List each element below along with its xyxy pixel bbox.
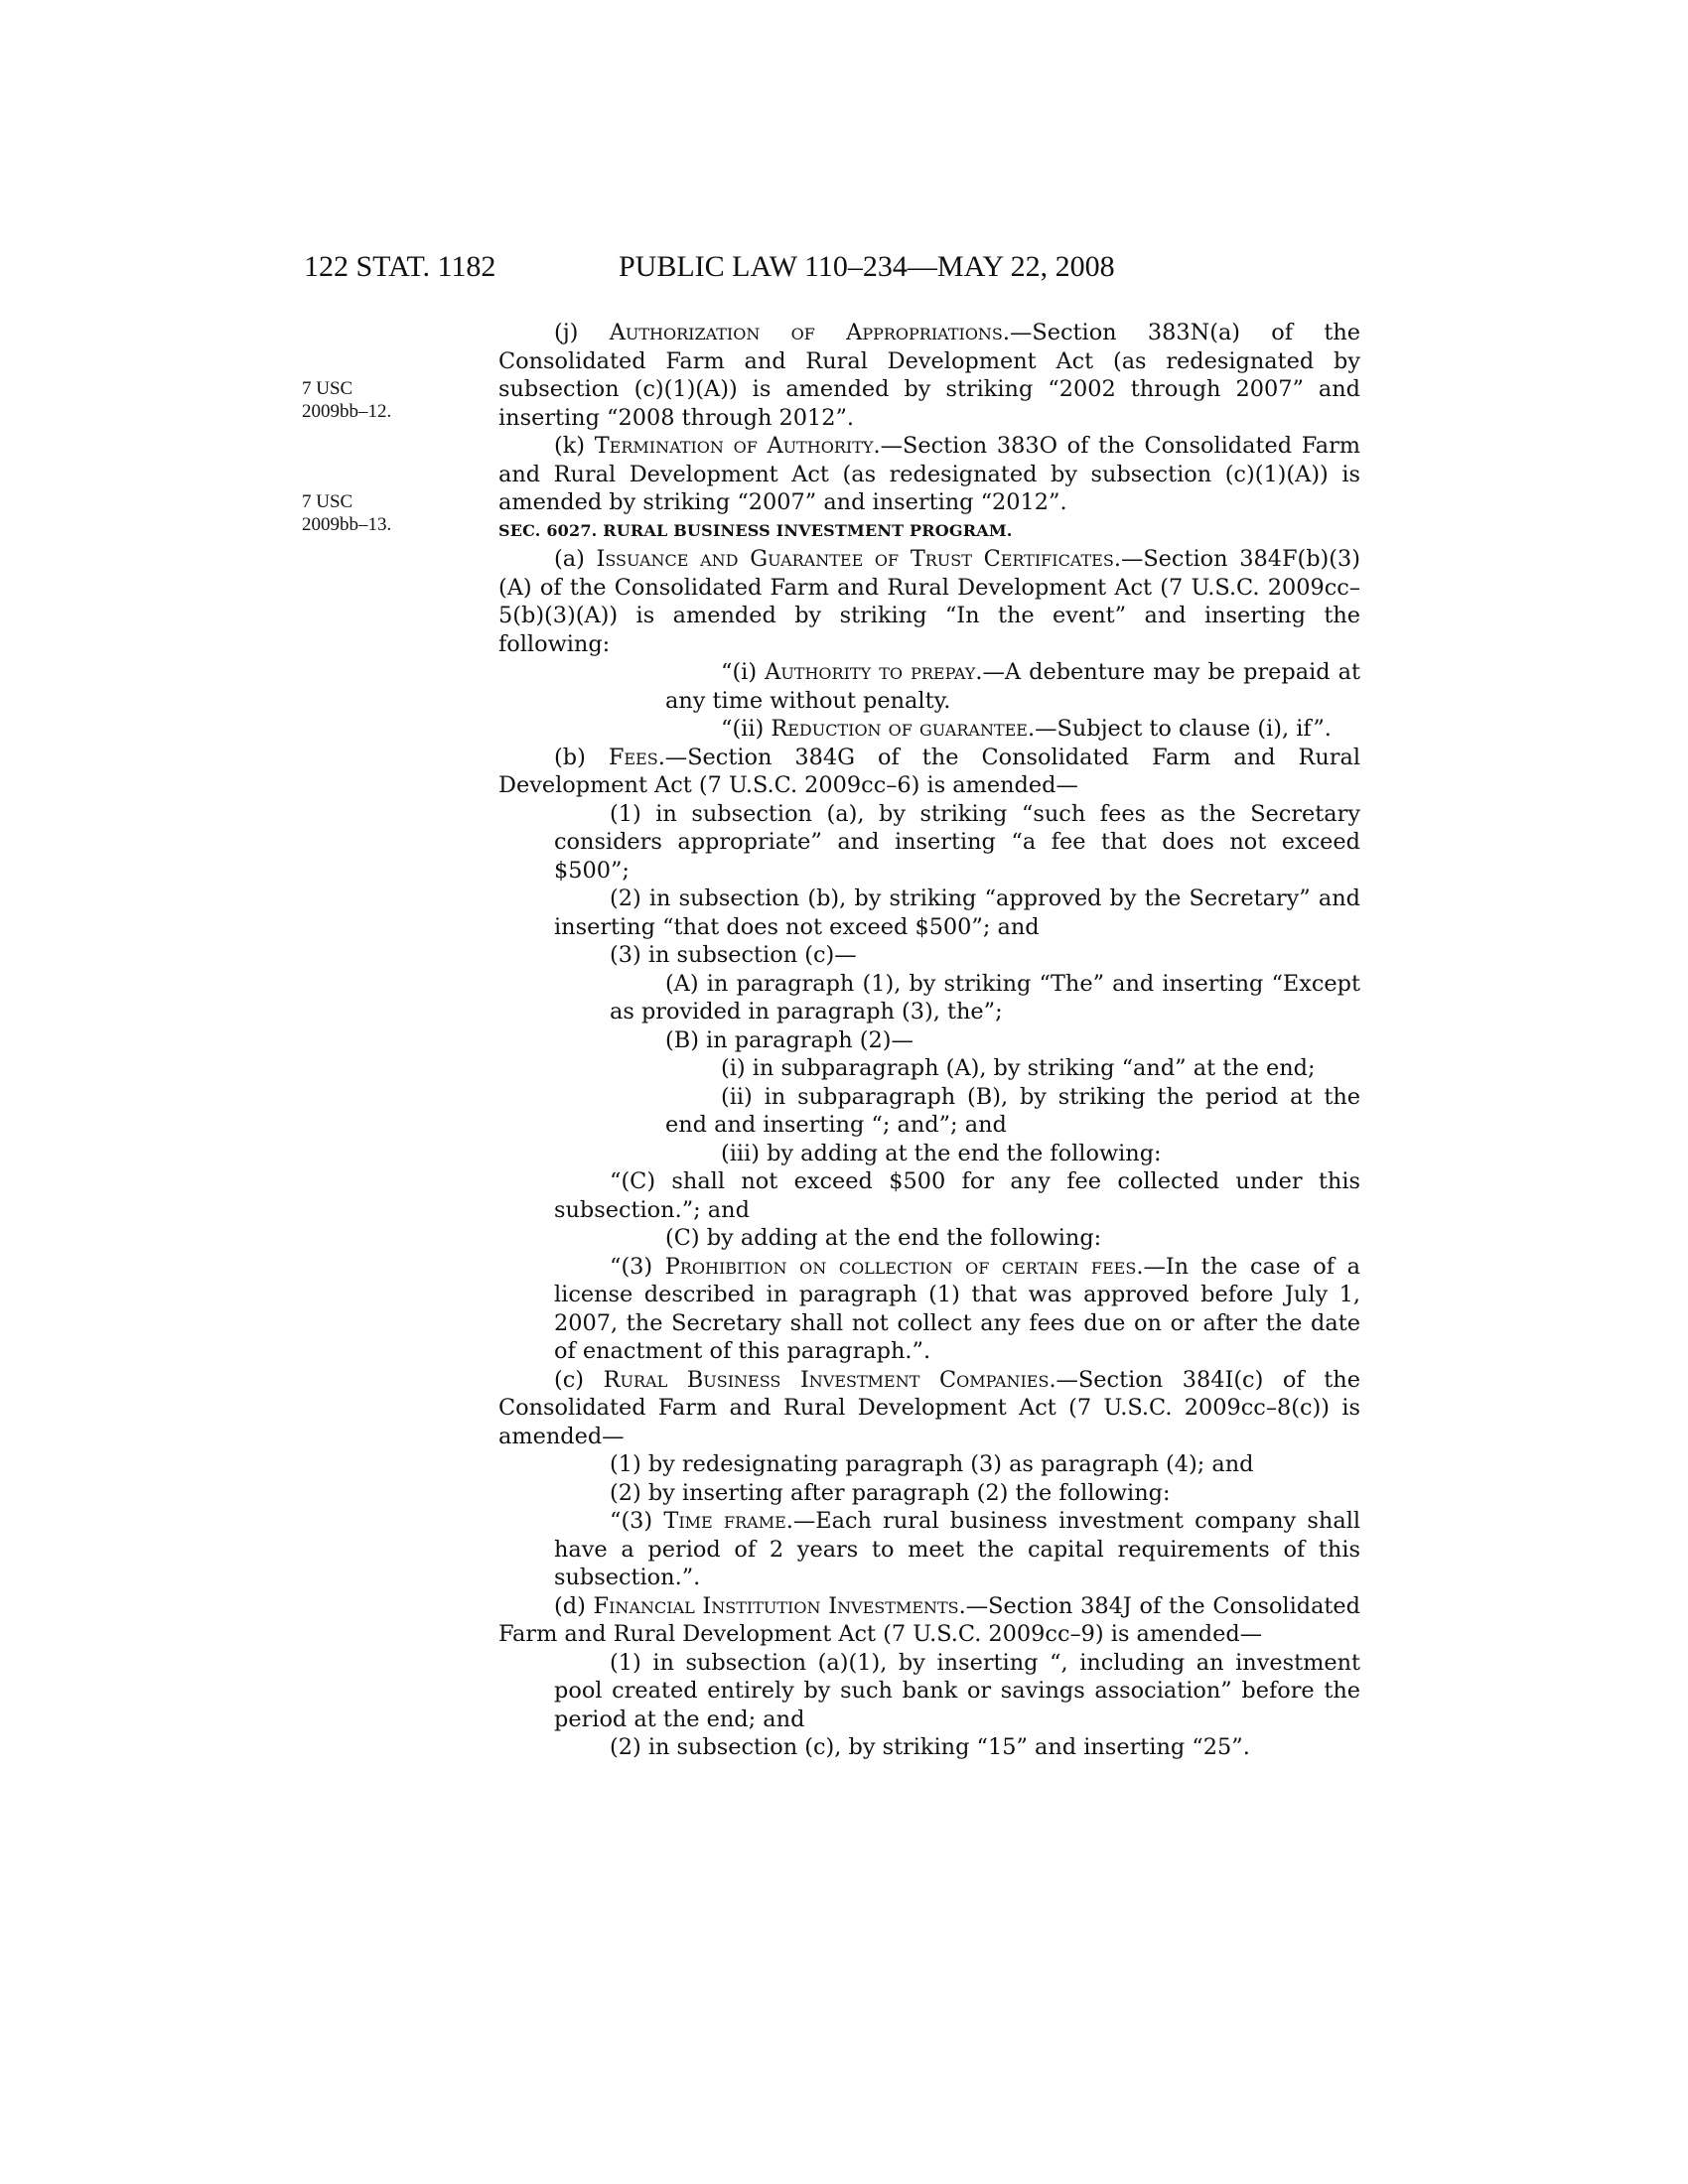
subsection-k [498,432,1360,517]
subsection-j [498,319,1360,432]
paragraph-number: “(ii) [721,716,772,742]
subsection-c [498,1366,1360,1451]
quoted-paragraph-3 [498,1253,1360,1366]
paragraph-caption: Reduction of guarantee [771,716,1028,742]
paragraph-2: (2) in subsection (c), by striking “15” and inserting “25”. [610,1734,1250,1760]
margin-note [302,490,391,536]
paragraph-1: (1) in subsection (a), by striking “such fees as the Secretary considers appropriate” and inserting “a fee that does not exceed $500”; [554,800,1360,884]
paragraph-number: (d) [554,1592,594,1619]
paragraph-2: (2) by inserting after paragraph (2) the following: [610,1479,1171,1506]
margin-note-line: 2009bb–12. [302,401,392,422]
paragraph-text: .—Each rural business investment company shall have a period of 2 years to meet the capital requirements of this subsection.”. [554,1508,1361,1590]
clause-i [498,658,1360,715]
paragraph-caption: Issuance and Guarantee of Trust Certificates [596,546,1114,572]
paragraph-text: .—Section 384G of the Consolidated Farm and Rural Development Act (7 U.S.C. 2009cc–6) is amended— [498,744,1360,798]
paragraph-3: (3) in subsection (c)— [610,942,857,968]
paragraph-caption: Fees [608,744,658,770]
bill-text [498,319,1360,1762]
subsection-a [498,545,1360,658]
paragraph-caption: Authorization of Appropriations [609,320,1003,345]
paragraph-number: (j) [554,320,610,345]
paragraph-2: (2) in subsection (b), by striking “approved by the Secretary” and inserting “that does not exceed $500”; and [554,886,1360,940]
paragraph-number: “(3) [610,1253,665,1280]
quoted-paragraph-3 [498,1507,1360,1592]
paragraph-text: .—Section 384J of the Consolidated Farm and Rural Development Act (7 U.S.C. 2009cc–9) is amended— [498,1592,1361,1647]
paragraph-1: (1) by redesignating paragraph (3) as paragraph (4); and [610,1451,1254,1477]
paragraph-number: “(i) [721,659,766,685]
section-heading: SEC. 6027. RURAL BUSINESS INVESTMENT PROGRAM. [498,520,1013,540]
subparagraph-c: (C) by adding at the end the following: [665,1225,1102,1251]
paragraph-caption: Authority to prepay [765,659,976,685]
paragraph-caption: Termination of Authority [594,433,874,459]
paragraph-number: “(3) [610,1508,664,1534]
margin-note-line: 2009bb–13. [302,514,392,535]
page-reference: 122 STAT. 1182 [304,250,496,283]
margin-note [302,377,391,423]
paragraph-caption: Time frame [663,1508,786,1534]
subsection-b [498,744,1360,800]
paragraph-text: .—In the case of a license described in paragraph (1) that was approved before July 1, 2007, the Secretary shall not collect any fees due on or after the date of enactment of this paragraph.”. [554,1253,1360,1364]
subparagraph-b: (B) in paragraph (2)— [665,1026,914,1053]
paragraph-number: (k) [554,433,595,459]
subparagraph-a: (A) in paragraph (1), by striking “The” and inserting “Except as provided in paragraph (3), the”; [610,970,1360,1024]
running-head: PUBLIC LAW 110–234—MAY 22, 2008 [619,250,1115,283]
paragraph-1: (1) in subsection (a)(1), by inserting “, including an investment pool created entirely by such bank or savings association” before the period at the end; and [554,1649,1360,1732]
paragraph-caption: Rural Business Investment Companies [603,1366,1050,1393]
paragraph-number: (b) [554,744,609,770]
quoted-subparagraph-c: “(C) shall not exceed $500 for any fee collected under this subsection.”; and [554,1168,1360,1223]
paragraph-text: .—Section 384I(c) of the Consolidated Farm and Rural Development Act (7 U.S.C. 2009cc–8(c)) is amended— [498,1366,1360,1449]
clause-ii [498,715,1360,744]
clause-iii: (iii) by adding at the end the following: [721,1140,1162,1166]
margin-note-line: 7 USC [302,491,353,512]
paragraph-text: .—Section 383N(a) of the Consolidated Farm and Rural Development Act (as redesignated by subsection (c)(1)(A)) is amended by striking “2002 through 2007” and inserting “2008 through 2012”. [498,320,1361,431]
paragraph-caption: Prohibition on collection of certain fees [664,1253,1137,1280]
paragraph-text: .—A debenture may be prepaid at any time without penalty. [665,659,1360,714]
paragraph-text: .—Section 384F(b)(3)(A) of the Consolidated Farm and Rural Development Act (7 U.S.C. 2009cc–5(b)(3)(A)) is amended by striking “In the event” and inserting the following: [498,546,1360,657]
paragraph-text: .—Subject to clause (i), if”. [1027,716,1332,742]
paragraph-text: .—Section 383O of the Consolidated Farm and Rural Development Act (as redesignated by subsection (c)(1)(A)) is amended by striking “2007” and inserting “2012”. [498,433,1361,515]
paragraph-number: (a) [554,546,597,572]
paragraph-caption: Financial Institution Investments [593,1592,959,1619]
clause-ii: (ii) in subparagraph (B), by striking the period at the end and inserting “; and”; and [665,1083,1360,1138]
subsection-d [498,1592,1360,1649]
paragraph-number: (c) [554,1366,604,1393]
margin-note-line: 7 USC [302,378,353,399]
clause-i: (i) in subparagraph (A), by striking “and” at the end; [721,1055,1316,1081]
